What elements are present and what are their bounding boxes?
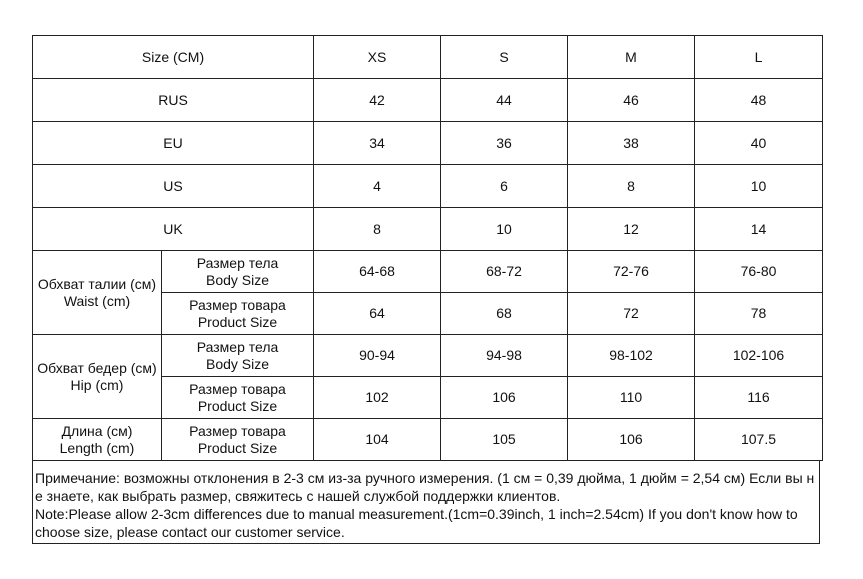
table-cell: 6 [441, 165, 568, 208]
table-cell: 40 [695, 122, 823, 165]
system-label: UK [33, 208, 314, 251]
system-label: EU [33, 122, 314, 165]
table-row-us [33, 165, 823, 208]
size-label: L [695, 36, 823, 79]
table-cell: 68 [441, 293, 568, 335]
table-row-waist-body [33, 251, 823, 293]
table-cell: 34 [314, 122, 441, 165]
table-row-uk [33, 208, 823, 251]
table-cell: 8 [568, 165, 695, 208]
table-cell: 104 [314, 419, 441, 461]
table-cell: 94-98 [441, 335, 568, 377]
body-size-label [162, 335, 314, 377]
table-cell: 78 [695, 293, 823, 335]
table-cell: 46 [568, 79, 695, 122]
product-size-label [162, 377, 314, 419]
table-cell: 106 [568, 419, 695, 461]
product-size-label-en: Product Size [197, 439, 278, 456]
length-label [33, 419, 162, 461]
table-row-rus [33, 79, 823, 122]
size-table [32, 35, 823, 461]
hip-label [33, 335, 162, 419]
table-cell: 48 [695, 79, 823, 122]
table-cell: 102 [314, 377, 441, 419]
table-cell: 10 [695, 165, 823, 208]
size-label: M [568, 36, 695, 79]
table-cell: 64-68 [314, 251, 441, 293]
note-ru-line-1: Примечание: возможны отклонения в 2-3 см из-за ручного измерения. (1 см = 0,39 дюйма, 1 дюйм = 2,54 см) Если вы н [35, 470, 815, 486]
table-cell: 102-106 [695, 335, 823, 377]
table-header-row [33, 36, 823, 79]
table-cell: 105 [441, 419, 568, 461]
table-cell: 110 [568, 377, 695, 419]
table-cell: 107.5 [695, 419, 823, 461]
body-size-label-en: Body Size [205, 271, 270, 288]
note-en-line-2: choose size, please contact our customer service. [35, 524, 345, 540]
table-cell: 36 [441, 122, 568, 165]
product-size-label-ru: Размер товара [189, 422, 286, 439]
table-cell: 12 [568, 208, 695, 251]
product-size-label-ru: Размер товара [189, 296, 286, 313]
product-size-label [162, 293, 314, 335]
table-cell: 72-76 [568, 251, 695, 293]
table-cell: 4 [314, 165, 441, 208]
product-size-label-en: Product Size [197, 397, 278, 414]
length-label-en: Length (cm) [59, 439, 135, 456]
product-size-label-ru: Размер товара [189, 380, 286, 397]
table-row-hip-body [33, 335, 823, 377]
system-label: US [33, 165, 314, 208]
size-chart [32, 35, 822, 544]
product-size-label [162, 419, 314, 461]
hip-label-en: Hip (cm) [70, 376, 124, 393]
note-en-line-1: Note:Please allow 2-3cm differences due to manual measurement.(1cm=0.39inch, 1 inch=2.54cm) If you don't know how to [35, 506, 798, 522]
size-header-cell: Size (CM) [33, 36, 314, 79]
waist-label-en: Waist (cm) [63, 292, 131, 309]
table-cell: 64 [314, 293, 441, 335]
table-cell: 76-80 [695, 251, 823, 293]
body-size-label-ru: Размер тела [196, 254, 279, 271]
size-label: XS [314, 36, 441, 79]
table-cell: 90-94 [314, 335, 441, 377]
table-cell: 10 [441, 208, 568, 251]
table-cell: 98-102 [568, 335, 695, 377]
table-cell: 116 [695, 377, 823, 419]
table-cell: 106 [441, 377, 568, 419]
length-label-ru: Длина (см) [61, 422, 133, 439]
table-cell: 42 [314, 79, 441, 122]
table-cell: 38 [568, 122, 695, 165]
table-cell: 44 [441, 79, 568, 122]
table-row-length-product [33, 419, 823, 461]
table-cell: 68-72 [441, 251, 568, 293]
product-size-label-en: Product Size [197, 313, 278, 330]
body-size-label-ru: Размер тела [196, 338, 279, 355]
table-cell: 72 [568, 293, 695, 335]
system-label: RUS [33, 79, 314, 122]
body-size-label-en: Body Size [205, 355, 270, 372]
table-cell: 14 [695, 208, 823, 251]
hip-label-ru: Обхват бедер (см) [37, 359, 157, 376]
body-size-label [162, 251, 314, 293]
size-label: S [441, 36, 568, 79]
note-ru-line-2: е знаете, как выбрать размер, свяжитесь с нашей службой поддержки клиентов. [35, 488, 561, 504]
table-row-eu [33, 122, 823, 165]
table-cell: 8 [314, 208, 441, 251]
waist-label-ru: Обхват талии (см) [37, 275, 157, 292]
measurement-note [32, 461, 820, 544]
waist-label [33, 251, 162, 335]
